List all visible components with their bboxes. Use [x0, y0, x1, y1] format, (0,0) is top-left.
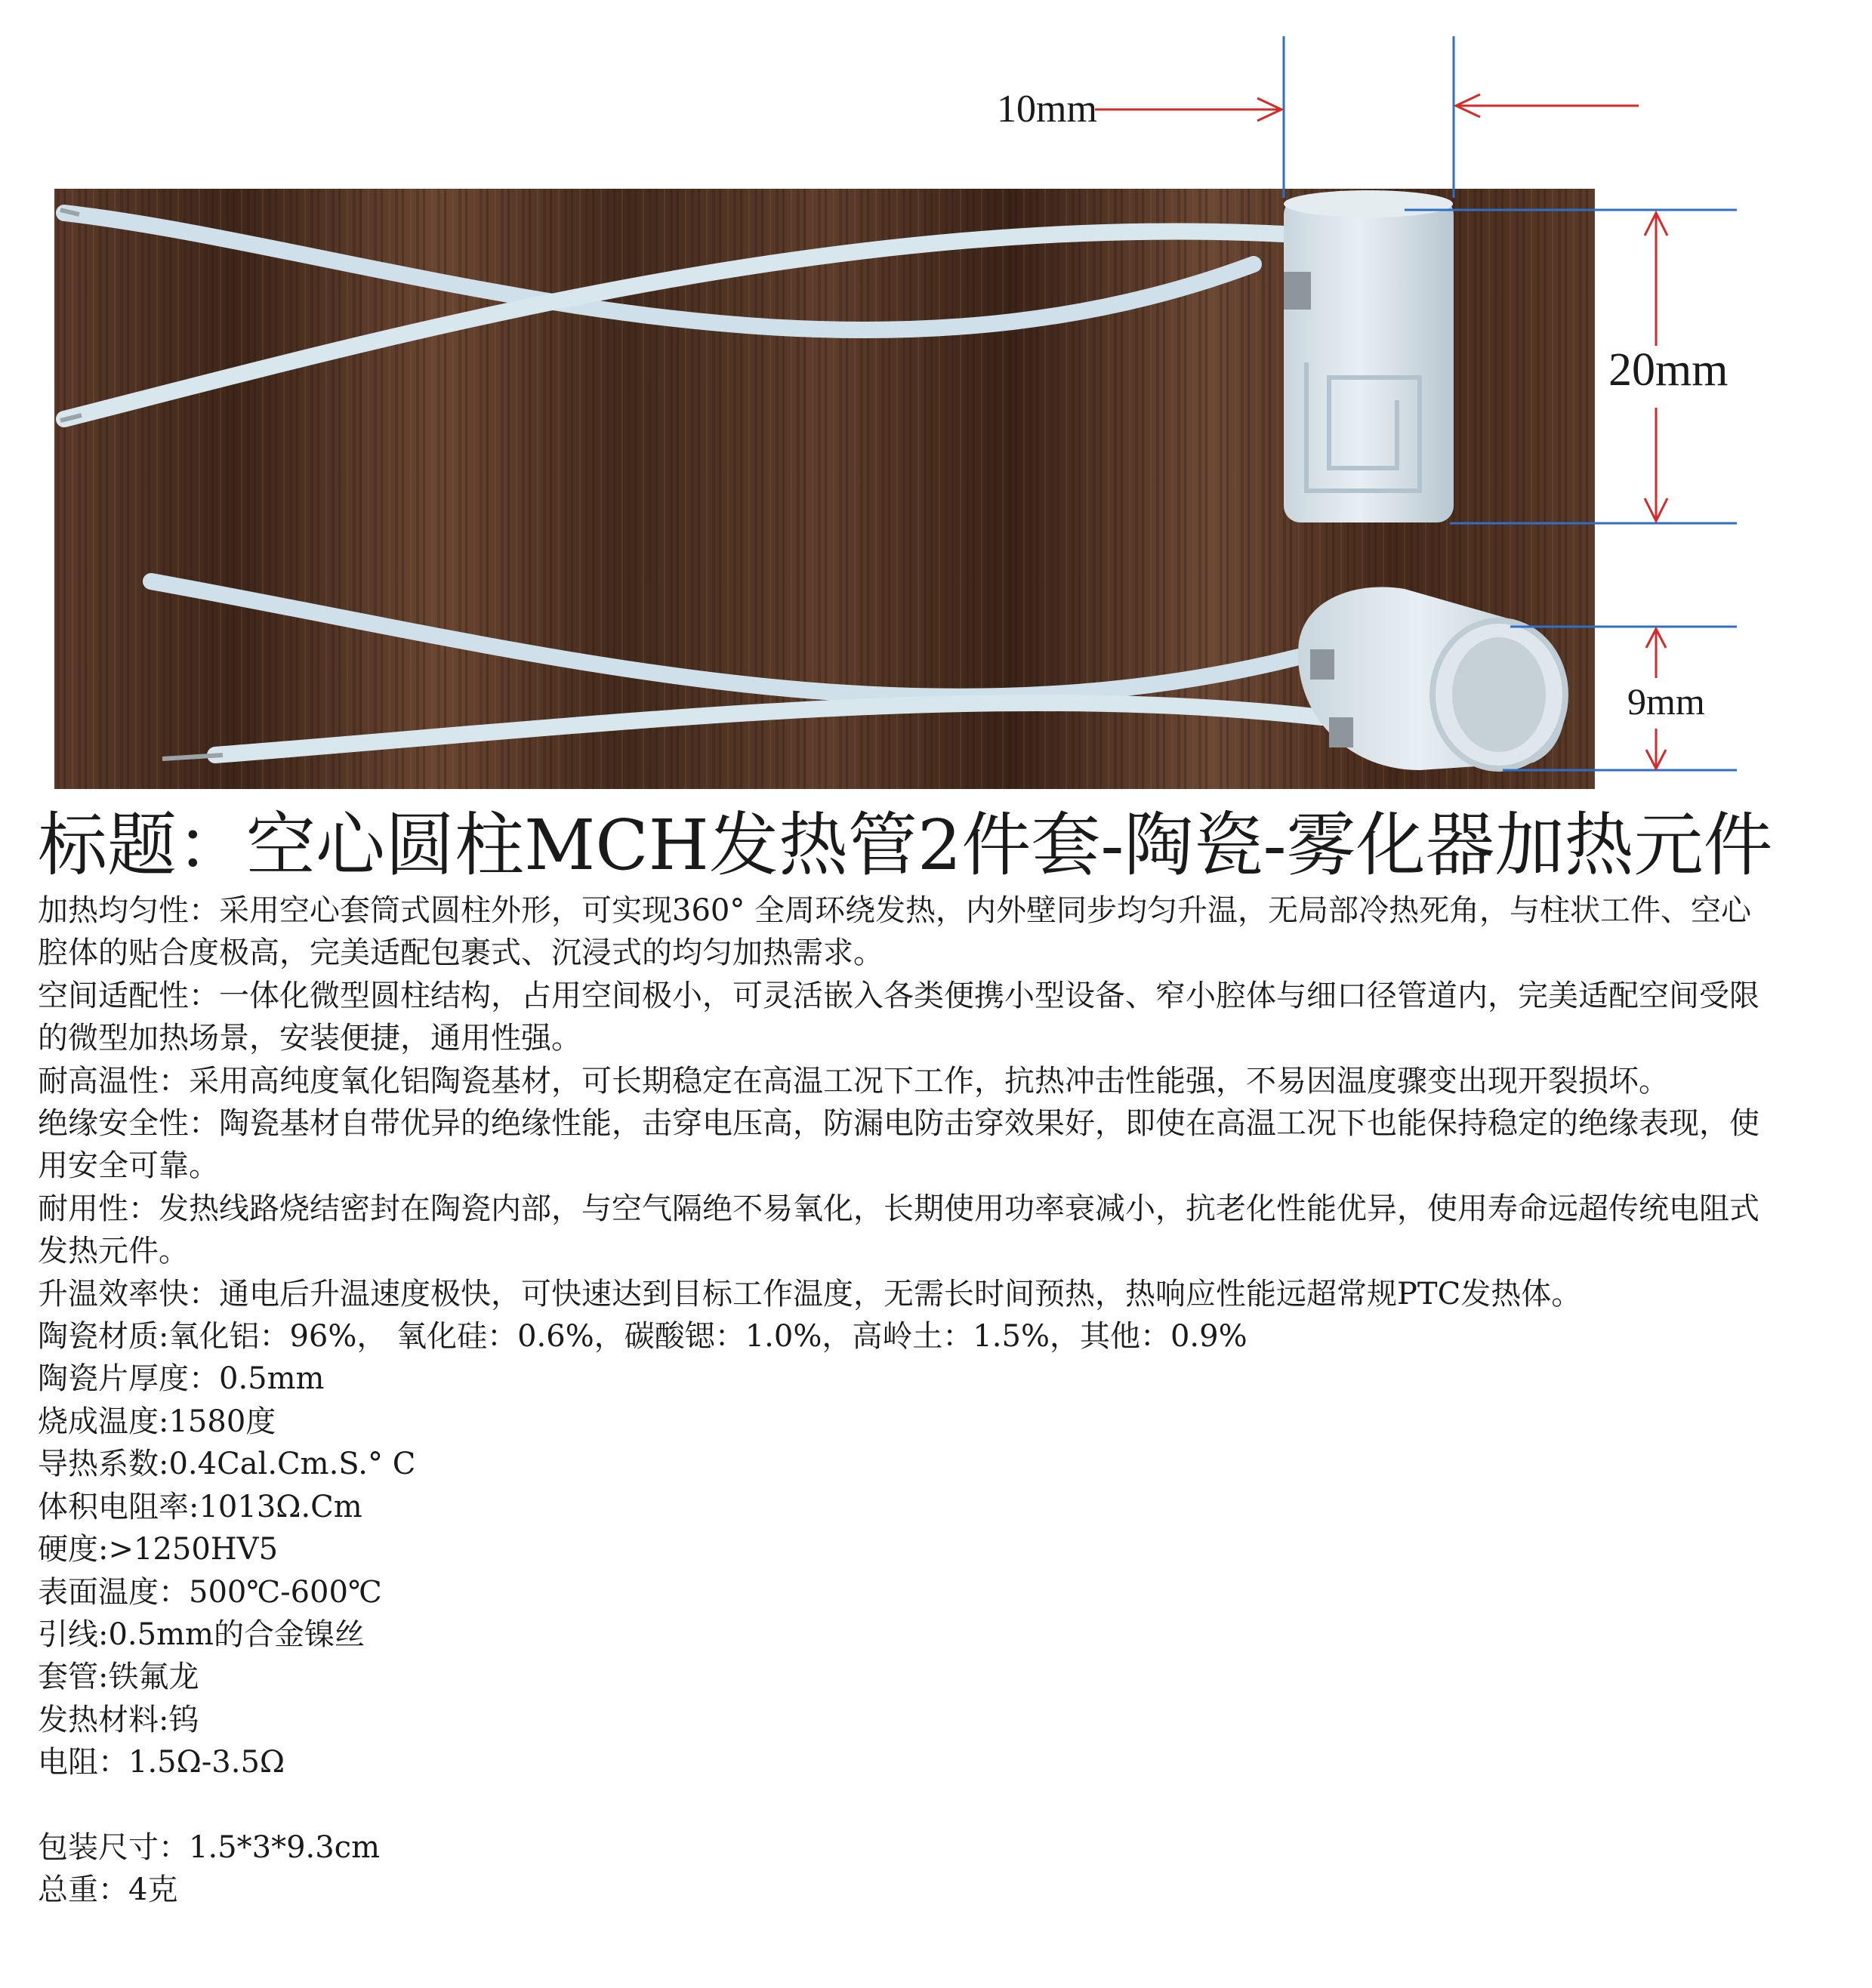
spec-resistance	[38, 1741, 1767, 1783]
feature-durability	[38, 1188, 1767, 1273]
spec-value: 1.5*3*9.3cm	[189, 1829, 381, 1865]
heater-tube-inner-wall	[1452, 637, 1546, 752]
lower-solder-pad-1	[1310, 649, 1334, 680]
feature-heating-uniformity	[38, 889, 1767, 975]
spec-value: 氧化铝：96%， 氧化硅：0.6%，碳酸锶：1.0%，高岭土：1.5%，其他：0.9%	[168, 1319, 1247, 1355]
spec-thermal-conductivity	[38, 1443, 1767, 1485]
spec-separator: ：	[159, 1829, 189, 1865]
spec-label: 总重	[38, 1872, 98, 1908]
spec-separator: :	[159, 1319, 169, 1355]
spec-label: 体积电阻率	[38, 1489, 189, 1524]
spec-firing-temperature	[38, 1401, 1767, 1443]
feature-label: 升温效率快：	[38, 1276, 219, 1311]
product-title: 标题：空心圆柱MCH发热管2件套-陶瓷-雾化器加热元件	[38, 805, 1773, 886]
product-description	[38, 889, 1767, 1912]
spec-hardness	[38, 1528, 1767, 1570]
product-photo-with-dimensions	[0, 0, 1872, 800]
heater-tube-top-edge	[1284, 190, 1453, 217]
feature-insulation-safety	[38, 1102, 1767, 1188]
feature-label: 加热均匀性：	[38, 893, 219, 928]
spec-value: 4克	[128, 1872, 178, 1908]
feature-label: 空间适配性：	[38, 978, 219, 1013]
spec-separator: :	[98, 1617, 109, 1652]
feature-text: 采用高纯度氧化铝陶瓷基材，可长期稳定在高温工况下工作，抗热冲击性能强，不易因温度骤变出现开裂损坏。	[189, 1063, 1669, 1099]
spec-value: 铁氟龙	[108, 1660, 199, 1695]
package-weight	[38, 1869, 1767, 1911]
spec-separator: :	[98, 1660, 109, 1695]
spec-separator: :	[159, 1447, 169, 1482]
spec-ceramic-thickness	[38, 1358, 1767, 1400]
product-figure	[0, 0, 1872, 800]
spec-label: 引线	[38, 1617, 98, 1652]
spec-separator: :	[159, 1702, 169, 1737]
feature-space-adaptability	[38, 975, 1767, 1060]
feature-label: 绝缘安全性：	[38, 1106, 219, 1142]
feature-heating-speed	[38, 1273, 1767, 1315]
spec-surface-temperature	[38, 1571, 1767, 1614]
lower-solder-pad-2	[1329, 717, 1353, 747]
spec-label: 电阻	[38, 1745, 98, 1780]
spec-label: 硬度	[38, 1532, 98, 1567]
feature-label: 耐高温性：	[38, 1063, 189, 1099]
spec-value: 500℃-600℃	[189, 1574, 382, 1610]
spec-label: 套管	[38, 1660, 98, 1695]
package-size	[38, 1826, 1767, 1869]
heater-tube-side-view	[1284, 198, 1454, 522]
spacer	[38, 1784, 1767, 1826]
feature-text: 一体化微型圆柱结构，占用空间极小，可灵活嵌入各类便携小型设备、窄小腔体与细口径管道内，完美适配空间受限的微型加热场景，安装便捷，通用性强。	[38, 978, 1759, 1056]
spec-label: 发热材料	[38, 1702, 159, 1737]
feature-heat-resistance	[38, 1060, 1767, 1102]
spec-value: 1013Ω.Cm	[199, 1489, 362, 1524]
feature-text: 发热线路烧结密封在陶瓷内部，与空气隔绝不易氧化，长期使用功率衰减小，抗老化性能优异，使用寿命远超传统电阻式发热元件。	[38, 1191, 1759, 1269]
spec-label: 陶瓷材质	[38, 1319, 159, 1355]
feature-text: 采用空心套筒式圆柱外形，可实现360° 全周环绕发热，内外壁同步均匀升温，无局部冷热死角，与柱状工件、空心腔体的贴合度极高，完美适配包裹式、沉浸式的均匀加热需求。	[38, 893, 1752, 971]
length-dimension-label: 20mm	[1608, 344, 1729, 396]
upper-solder-pad	[1284, 272, 1311, 310]
spec-separator: ：	[98, 1872, 128, 1908]
width-dimension-label: 10mm	[997, 88, 1097, 131]
feature-text: 通电后升温速度极快，可快速达到目标工作温度，无需长时间预热，热响应性能远超常规PTC发热体。	[219, 1276, 1582, 1311]
spec-value: 1580度	[168, 1404, 276, 1439]
spec-sleeve	[38, 1656, 1767, 1698]
spec-separator: ：	[159, 1574, 189, 1610]
spec-label: 包装尺寸	[38, 1829, 159, 1865]
spec-separator: :	[159, 1404, 169, 1439]
spec-value: 1.5Ω-3.5Ω	[128, 1745, 285, 1780]
spec-separator: ：	[98, 1745, 128, 1780]
spec-value: 0.5mm的合金镍丝	[108, 1617, 365, 1652]
spec-value: 钨	[168, 1702, 199, 1737]
spec-label: 烧成温度	[38, 1404, 159, 1439]
spec-volume-resistivity	[38, 1486, 1767, 1528]
spec-separator: :	[98, 1532, 109, 1567]
spec-ceramic-material	[38, 1315, 1767, 1358]
feature-label: 耐用性：	[38, 1191, 159, 1226]
diameter-dimension-label: 9mm	[1627, 680, 1705, 723]
spec-label: 导热系数	[38, 1447, 159, 1482]
spec-value: 0.5mm	[219, 1361, 325, 1397]
spec-label: 陶瓷片厚度	[38, 1361, 189, 1397]
spec-value: >1250HV5	[108, 1532, 279, 1567]
spec-separator: ：	[189, 1361, 219, 1397]
spec-heating-material	[38, 1699, 1767, 1741]
spec-separator: :	[189, 1489, 199, 1524]
width-arrows	[1095, 94, 1639, 121]
spec-value: 0.4Cal.Cm.S.° C	[168, 1447, 416, 1482]
feature-text: 陶瓷基材自带优异的绝缘性能，击穿电压高，防漏电防击穿效果好，即使在高温工况下也能保持稳定的绝缘表现，使用安全可靠。	[38, 1106, 1759, 1184]
spec-lead-wire	[38, 1614, 1767, 1656]
spec-label: 表面温度	[38, 1574, 159, 1610]
